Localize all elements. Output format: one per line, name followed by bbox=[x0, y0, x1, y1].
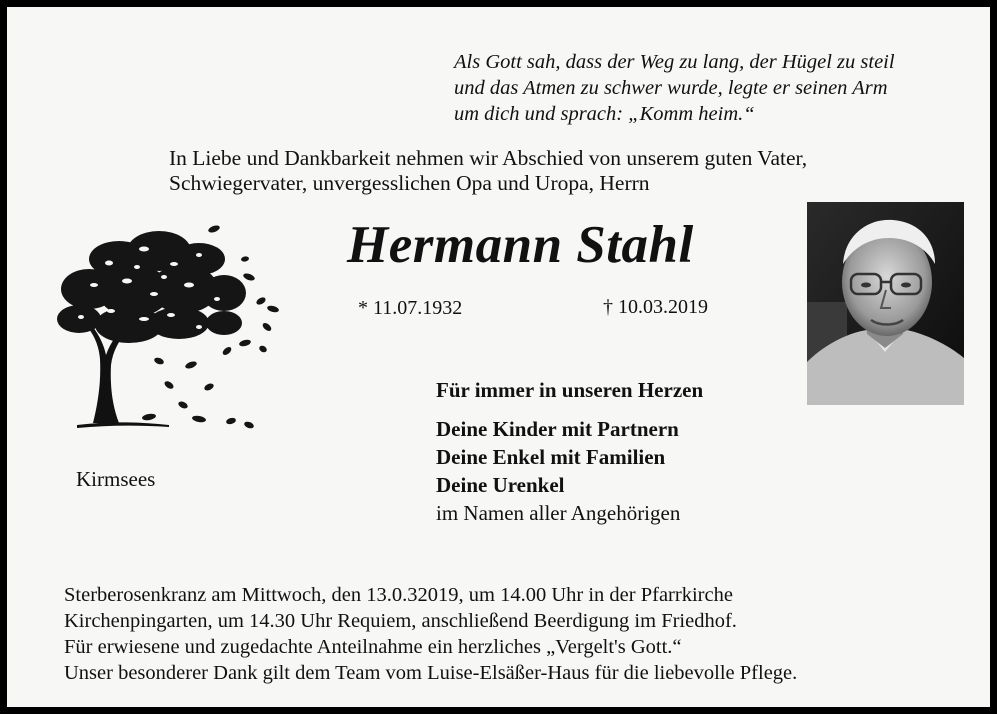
motto-line: Für immer in unseren Herzen bbox=[436, 378, 704, 402]
birth-date: * 11.07.1932 bbox=[358, 297, 463, 319]
signer-line: Deine Enkel mit Familien bbox=[436, 445, 666, 469]
place-name: Kirmsees bbox=[76, 467, 156, 491]
poem-line: Als Gott sah, dass der Weg zu lang, der Hügel zu steil bbox=[454, 51, 895, 73]
intro-line: Schwiegervater, unvergesslichen Opa und Uropa, Herrn bbox=[169, 171, 650, 195]
notice-line: Sterberosenkranz am Mittwoch, den 13.0.32019, um 14.00 Uhr in der Pfarrkirche bbox=[64, 584, 733, 606]
portrait-photo bbox=[807, 202, 964, 405]
funeral-notice bbox=[64, 582, 797, 686]
poem-line: und das Atmen zu schwer wurde, legte er seinen Arm bbox=[454, 77, 888, 99]
signers-block bbox=[436, 415, 680, 527]
poem-quote bbox=[454, 49, 895, 127]
intro-line: In Liebe und Dankbarkeit nehmen wir Abschied von unserem guten Vater, bbox=[169, 146, 808, 170]
intro-text bbox=[169, 146, 807, 196]
poem-line: um dich und sprach: „Komm heim.“ bbox=[454, 103, 755, 125]
deceased-name: Hermann Stahl bbox=[347, 216, 694, 274]
windblown-tree-icon bbox=[49, 219, 285, 441]
signer-line: Deine Kinder mit Partnern bbox=[436, 417, 679, 441]
notice-line: Unser besonderer Dank gilt dem Team vom Luise-Elsäßer-Haus für die liebevolle Pflege. bbox=[64, 662, 798, 684]
notice-line: Für erwiesene und zugedachte Anteilnahme ein herzliches „Vergelt's Gott.“ bbox=[64, 636, 682, 658]
notice-line: Kirchenpingarten, um 14.30 Uhr Requiem, anschließend Beerdigung im Friedhof. bbox=[64, 610, 737, 632]
signer-closing: im Namen aller Angehörigen bbox=[436, 501, 681, 525]
death-date: † 10.03.2019 bbox=[603, 296, 708, 318]
signer-line: Deine Urenkel bbox=[436, 473, 565, 497]
